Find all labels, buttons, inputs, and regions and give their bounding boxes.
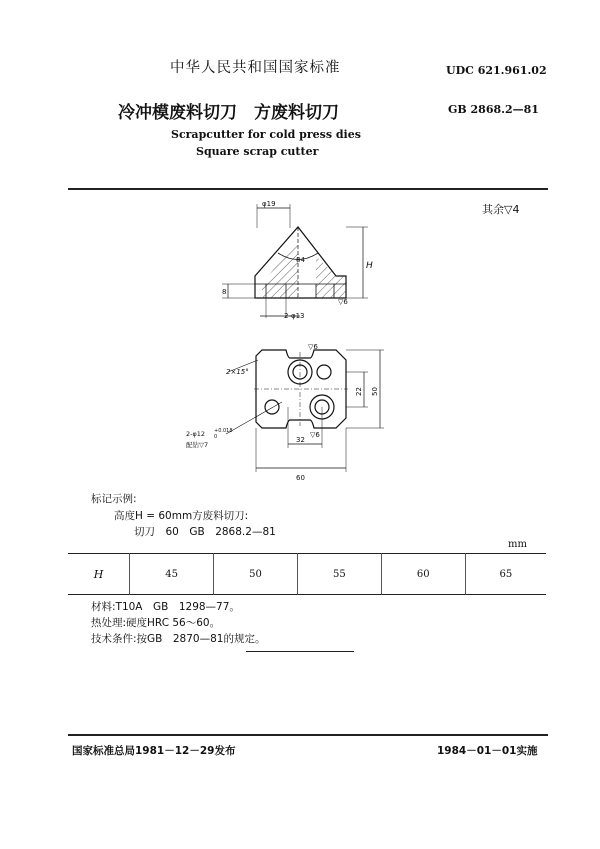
end-rule <box>246 651 354 652</box>
table-cell: 50 <box>214 554 298 595</box>
dim-60: 60 <box>296 474 305 482</box>
issue-date: 国家标准总局1981－12－29发布 <box>72 745 236 757</box>
gb-number: GB 2868.2—81 <box>448 103 539 116</box>
dim-bottom: 2-φ13 <box>284 312 305 320</box>
dim-left: 8 <box>222 288 227 296</box>
marking-line-2: 切刀 60 GB 2868.2—81 <box>134 526 276 538</box>
note-material: 材料:T10A GB 1298—77。 <box>91 601 240 613</box>
dim-height: H <box>366 261 373 271</box>
dim-angle: 84 <box>296 256 305 264</box>
table-unit: mm <box>508 539 527 550</box>
technical-drawing <box>0 190 600 490</box>
table-cell: 65 <box>465 554 546 595</box>
dim-22: 22 <box>355 387 363 396</box>
title-en-2: Square scrap cutter <box>196 145 319 158</box>
chamfer-note: 2×15° <box>226 368 249 376</box>
dim-top: φ19 <box>262 200 276 208</box>
hole-note-2: 配钻▽7 <box>186 441 209 449</box>
dim-32: 32 <box>296 436 305 444</box>
hole-note: 2-φ12 <box>186 430 206 438</box>
table-cell: 45 <box>130 554 214 595</box>
parameter-table <box>68 553 546 595</box>
table-cell: 55 <box>297 554 381 595</box>
hole-tolerance-lower: 0 <box>214 434 218 440</box>
plan-view <box>226 350 384 472</box>
table-header-cell: H <box>93 567 104 581</box>
footer-rule <box>68 734 548 736</box>
note-heat-treatment: 热处理:硬度HRC 56～60。 <box>91 617 221 629</box>
finish-mark-plan-top: ▽6 <box>308 343 318 351</box>
marking-line-1: 高度H = 60mm方废料切刀: <box>114 510 249 522</box>
marking-label: 标记示例: <box>91 493 137 505</box>
dim-50: 50 <box>371 387 379 396</box>
standard-authority: 中华人民共和国国家标准 <box>170 60 341 76</box>
surface-finish-note: 其余▽4 <box>482 203 520 216</box>
title-en-1: Scrapcutter for cold press dies <box>171 128 361 141</box>
table-row <box>68 554 546 595</box>
finish-mark-front: ▽6 <box>338 298 348 306</box>
table-cell: 60 <box>381 554 465 595</box>
title-cn: 冷冲模废料切刀 方废料切刀 <box>118 103 339 123</box>
finish-mark-plan-bottom: ▽6 <box>310 431 320 439</box>
note-technical: 技术条件:按GB 2870—81的规定。 <box>91 633 266 645</box>
effective-date: 1984－01－01实施 <box>437 745 538 757</box>
hole-tolerance-upper: +0.018 <box>214 428 233 434</box>
udc-number: UDC 621.961.02 <box>446 64 547 77</box>
